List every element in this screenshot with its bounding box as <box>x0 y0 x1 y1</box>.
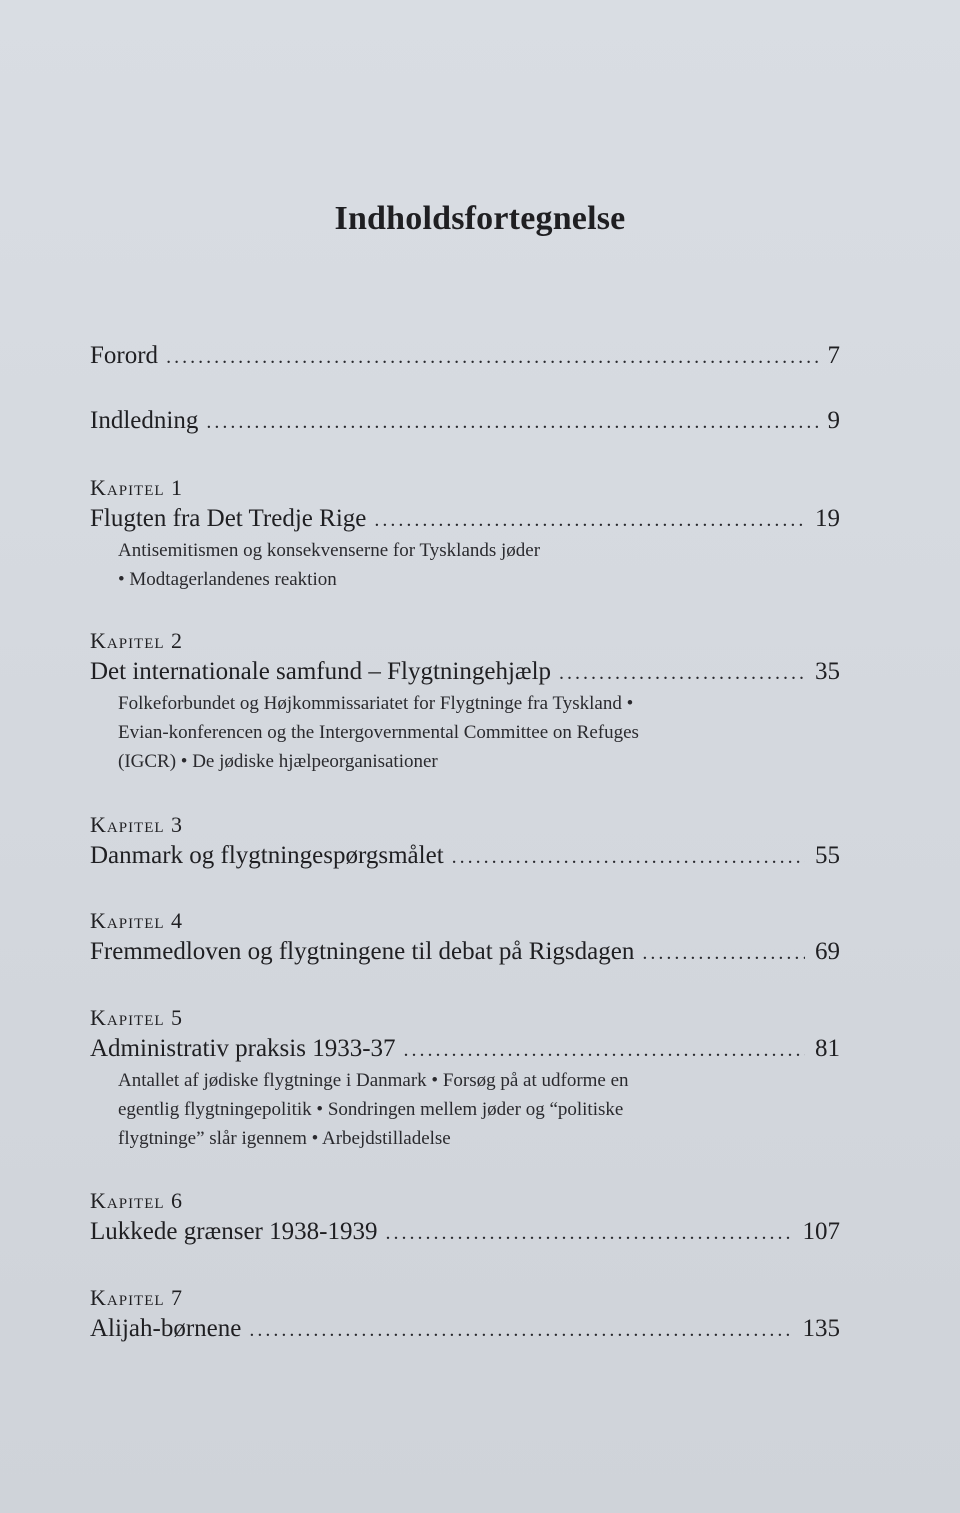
summary-line: Folkeforbundet og Højkommissariatet for Flygtninge fra Tyskland • <box>118 693 634 714</box>
toc-entry-kapitel-5 <box>90 1003 840 1153</box>
toc-entry-title: Lukkede grænser 1938-1939 <box>90 1218 378 1245</box>
leader-dots <box>559 657 805 689</box>
chapter-summary <box>118 1066 818 1153</box>
leader-dots <box>374 504 805 536</box>
toc-row[interactable] <box>90 936 840 969</box>
toc-row[interactable] <box>90 840 840 873</box>
toc-page-number: 7 <box>827 342 840 369</box>
summary-line: • Modtagerlandenes reaktion <box>118 569 337 590</box>
chapter-label: Kapitel 5 <box>90 1005 184 1030</box>
toc-row[interactable] <box>90 405 840 438</box>
toc-entry-kapitel-7 <box>90 1283 840 1346</box>
leader-dots <box>206 406 817 438</box>
toc-page-number: 69 <box>815 938 840 965</box>
leader-dots <box>404 1034 805 1066</box>
toc-entry-indledning <box>90 405 840 438</box>
chapter-label: Kapitel 6 <box>90 1188 184 1213</box>
toc-page-number: 9 <box>827 407 840 434</box>
toc-entry-kapitel-2 <box>90 626 840 776</box>
chapter-label: Kapitel 4 <box>90 908 184 933</box>
summary-line: (IGCR) • De jødiske hjælpeorganisationer <box>118 751 438 772</box>
chapter-label: Kapitel 2 <box>90 628 184 653</box>
toc-entry-title: Danmark og flygtningespørgsmålet <box>90 842 444 869</box>
summary-line: Antisemitismen og konsekvenserne for Tysklands jøder <box>118 540 541 561</box>
toc-page-number: 107 <box>802 1218 840 1245</box>
toc-row[interactable] <box>90 503 840 536</box>
toc-page-number: 35 <box>815 658 840 685</box>
toc-page-number: 19 <box>815 505 840 532</box>
leader-dots <box>166 341 817 373</box>
summary-line: Antallet af jødiske flygtninge i Danmark • Forsøg på at udforme en <box>118 1070 629 1091</box>
toc-entry-kapitel-6 <box>90 1186 840 1249</box>
chapter-summary <box>118 536 818 594</box>
page-title: Indholdsfortegnelse <box>334 200 626 237</box>
toc-entry-title: Flugten fra Det Tredje Rige <box>90 505 367 532</box>
toc-entry-title: Det internationale samfund – Flygtningehjælp <box>90 658 552 685</box>
chapter-label: Kapitel 3 <box>90 812 184 837</box>
leader-dots <box>249 1314 792 1346</box>
toc-page-number: 135 <box>802 1315 840 1342</box>
toc-entry-kapitel-3 <box>90 810 840 873</box>
summary-line: Evian-konferencen og the Intergovernmental Committee on Refuges <box>118 722 639 743</box>
toc-entry-kapitel-4 <box>90 906 840 969</box>
leader-dots <box>452 841 805 873</box>
summary-line: flygtninge” slår igennem • Arbejdstilladelse <box>118 1128 451 1149</box>
chapter-summary <box>118 689 818 776</box>
toc-entry-kapitel-1 <box>90 473 840 594</box>
toc-row[interactable] <box>90 340 840 373</box>
chapter-label: Kapitel 1 <box>90 475 184 500</box>
toc-entry-title: Administrativ praksis 1933-37 <box>90 1035 396 1062</box>
toc-row[interactable] <box>90 1033 840 1066</box>
leader-dots <box>385 1217 792 1249</box>
toc-page-number: 55 <box>815 842 840 869</box>
toc-row[interactable] <box>90 656 840 689</box>
toc-entry-title: Forord <box>90 342 159 369</box>
toc-row[interactable] <box>90 1216 840 1249</box>
toc-row[interactable] <box>90 1313 840 1346</box>
toc-entry-title: Fremmedloven og flygtningene til debat på Rigsdagen <box>90 938 635 965</box>
toc-entry-forord <box>90 340 840 373</box>
leader-dots <box>642 937 805 969</box>
toc-page-number: 81 <box>815 1035 840 1062</box>
toc-entry-title: Alijah-børnene <box>90 1315 242 1342</box>
chapter-label: Kapitel 7 <box>90 1285 184 1310</box>
toc-entry-title: Indledning <box>90 407 199 434</box>
summary-line: egentlig flygtningepolitik • Sondringen mellem jøder og “politiske <box>118 1099 624 1120</box>
